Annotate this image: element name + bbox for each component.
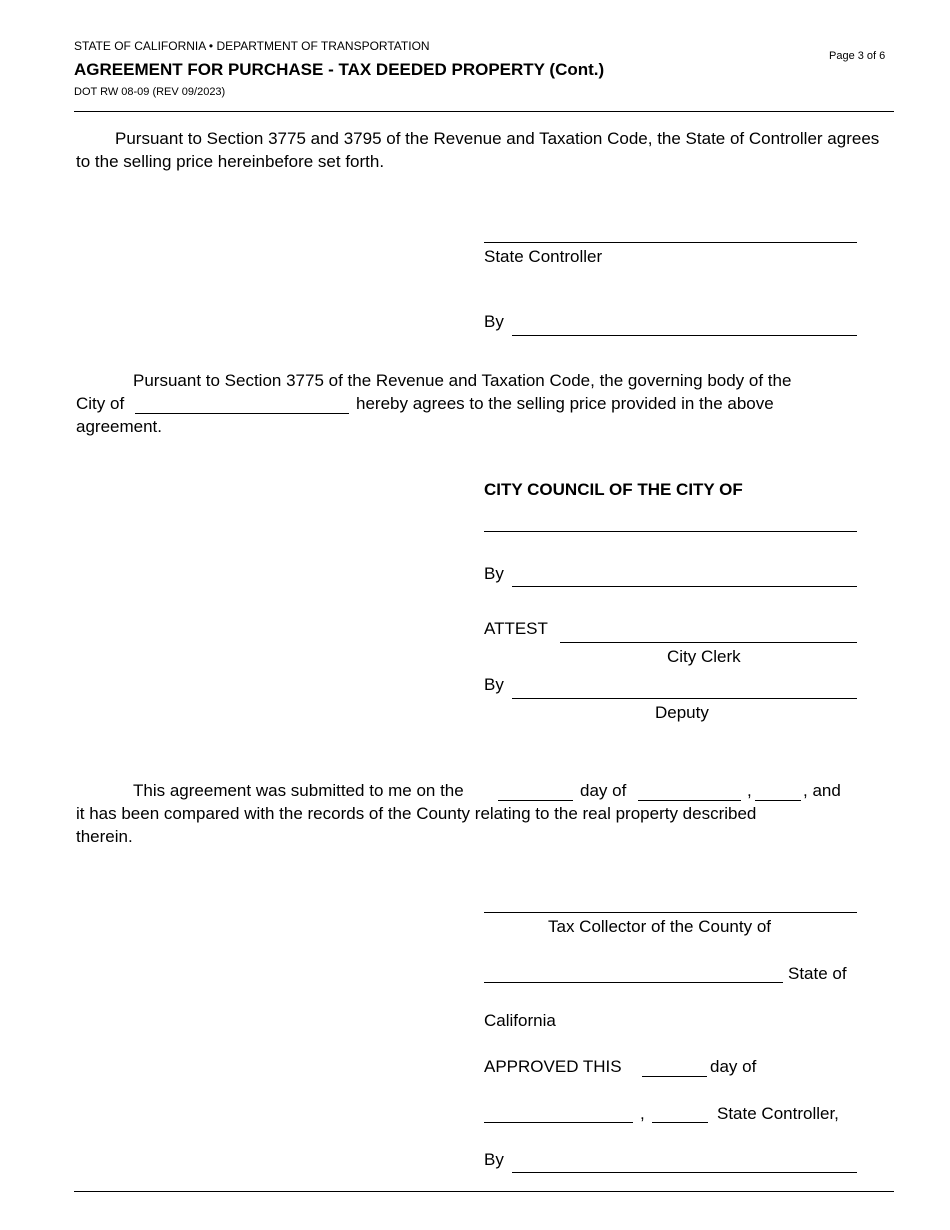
approved-by-label: By: [484, 1150, 504, 1169]
approved-comma: ,: [640, 1104, 645, 1123]
city-paragraph-line1: Pursuant to Section 3775 of the Revenue and Taxation Code, the governing body of the: [133, 371, 792, 390]
tax-collector-signature-line[interactable]: [484, 912, 857, 913]
approved-this-label: APPROVED THIS: [484, 1057, 622, 1076]
approved-day-blank[interactable]: [642, 1076, 707, 1077]
submitted-and-label: , and: [803, 781, 841, 800]
deputy-by-label: By: [484, 675, 504, 694]
deputy-label: Deputy: [655, 703, 709, 722]
city-clerk-label: City Clerk: [667, 647, 741, 666]
controller-by-line[interactable]: [512, 335, 857, 336]
page-number: Page 3 of 6: [829, 50, 886, 62]
controller-by-label: By: [484, 312, 504, 331]
header-divider: [74, 111, 894, 112]
submitted-year-blank[interactable]: [755, 800, 801, 801]
submitted-comma: ,: [747, 781, 752, 800]
submitted-paragraph-start: This agreement was submitted to me on the: [133, 781, 464, 800]
footer-divider: [74, 1191, 894, 1192]
submitted-paragraph-line2: it has been compared with the records of the County relating to the real property described: [76, 804, 757, 823]
form-title: AGREEMENT FOR PURCHASE - TAX DEEDED PROPERTY (Cont.): [74, 60, 605, 79]
city-council-heading: CITY COUNCIL OF THE CITY OF: [484, 480, 743, 499]
attest-line[interactable]: [560, 642, 857, 643]
submitted-day-blank[interactable]: [498, 800, 573, 801]
tax-collector-label: Tax Collector of the County of: [548, 917, 772, 936]
controller-paragraph: Pursuant to Section 3775 and 3795 of the Revenue and Taxation Code, the State of Controller agrees to the selling price hereinbefore set forth.: [76, 129, 880, 171]
council-by-label: By: [484, 564, 504, 583]
agency-name: STATE OF CALIFORNIA • DEPARTMENT OF TRANSPORTATION: [74, 39, 430, 53]
state-controller-label: State Controller: [484, 247, 603, 266]
form-number: DOT RW 08-09 (REV 09/2023): [74, 86, 226, 98]
state-controller-signature-line[interactable]: [484, 242, 857, 243]
submitted-day-of-label: day of: [580, 781, 627, 800]
state-controller-trailing-label: State Controller,: [717, 1104, 839, 1123]
approved-by-line[interactable]: [512, 1172, 857, 1173]
council-by-line[interactable]: [512, 586, 857, 587]
city-council-name-line[interactable]: [484, 531, 857, 532]
deputy-by-line[interactable]: [512, 698, 857, 699]
approved-month-blank[interactable]: [484, 1122, 633, 1123]
state-of-label: State of: [788, 964, 847, 983]
attest-label: ATTEST: [484, 619, 548, 638]
approved-year-blank[interactable]: [652, 1122, 708, 1123]
california-label: California: [484, 1011, 556, 1030]
county-name-blank[interactable]: [484, 982, 783, 983]
city-paragraph-line3: agreement.: [76, 417, 162, 436]
city-paragraph-line2: hereby agrees to the selling price provided in the above: [356, 394, 774, 413]
city-of-label: City of: [76, 394, 125, 413]
city-name-blank[interactable]: [135, 413, 349, 414]
submitted-month-blank[interactable]: [638, 800, 741, 801]
submitted-paragraph-line3: therein.: [76, 827, 133, 846]
approved-day-of-label: day of: [710, 1057, 757, 1076]
